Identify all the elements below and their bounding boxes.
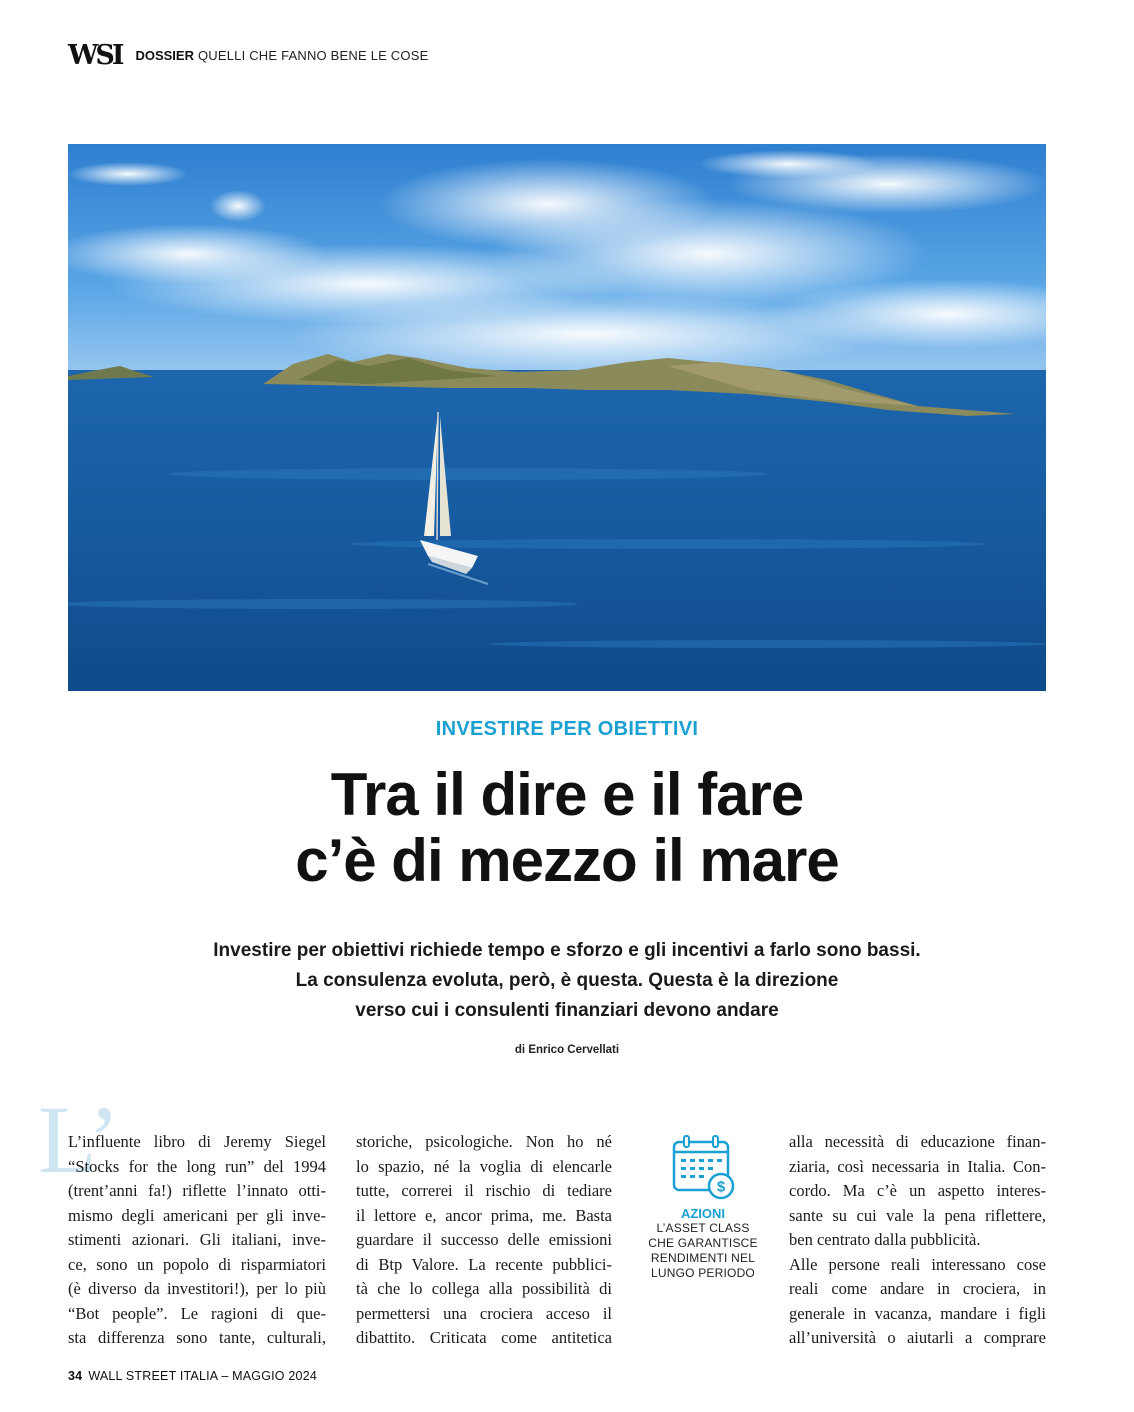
text-line: tutte, correrei il rischio di tediare xyxy=(356,1181,612,1200)
body-column-3 xyxy=(789,1130,1046,1351)
title-line: c’è di mezzo il mare xyxy=(295,827,839,894)
callout-title: AZIONI xyxy=(680,1206,726,1221)
text-line: mismo degli americani per gli inve- xyxy=(68,1205,326,1225)
text-line: stimenti azionari. Gli italiani, inve- xyxy=(68,1230,326,1249)
page-number: 34 xyxy=(68,1369,83,1383)
text-line: di Btp Valore. La recente pubblici- xyxy=(356,1254,612,1274)
text-line: sante su cui vale la pena riflettere, xyxy=(789,1205,1046,1225)
text-line: alla necessità di educazione finan- xyxy=(789,1132,1046,1151)
text-line: Alle persone reali interessano cose xyxy=(789,1254,1046,1274)
article-lede xyxy=(120,936,1014,1026)
text-line: L’influente libro di Jeremy Siegel xyxy=(68,1132,326,1151)
text-line: lo spazio, né la voglia di elencarle xyxy=(356,1156,612,1176)
text-line: “Stocks for the long run” del 1994 xyxy=(68,1156,326,1176)
text-line: ziaria, così necessaria in Italia. Con- xyxy=(789,1156,1046,1176)
wsi-logo: WSI xyxy=(68,39,122,71)
lede-line: Investire per obiettivi richiede tempo e sforzo e gli incentivi a farlo sono bassi. xyxy=(213,940,921,961)
section-subtitle: QUELLI CHE FANNO BENE LE COSE xyxy=(197,47,429,63)
text-line: (trent’anni fa!) riflette l’innato otti- xyxy=(68,1181,326,1200)
text-line: “Bot people”. Le ragioni di que- xyxy=(68,1303,326,1323)
callout-line: L’ASSET CLASS xyxy=(656,1221,750,1235)
section-label: DOSSIER xyxy=(135,47,194,63)
svg-text:$: $ xyxy=(716,1178,726,1196)
sailboat-sea-island-photo xyxy=(68,144,1046,691)
text-line: ce, sono un popolo di risparmiatori xyxy=(68,1254,326,1274)
byline: di Enrico Cervellati xyxy=(514,1044,620,1056)
body-column-1 xyxy=(68,1130,326,1351)
photo-illustration xyxy=(68,144,1046,691)
text-line: dibattito. Criticata come antitetica xyxy=(356,1328,612,1347)
publication-label: WALL STREET ITALIA – MAGGIO 2024 xyxy=(88,1369,318,1383)
text-line: all’università o aiutarli a comprare xyxy=(789,1328,1046,1347)
callout-box xyxy=(634,1134,772,1281)
page-header xyxy=(68,40,428,70)
text-line: il lettore e, ancor prima, me. Basta xyxy=(356,1205,612,1225)
text-line: guardare il successo delle emissioni xyxy=(356,1230,612,1249)
title-line: Tra il dire e il fare xyxy=(330,761,804,828)
article-kicker: INVESTIRE PER OBIETTIVI xyxy=(435,718,699,740)
callout-line: RENDIMENTI NEL xyxy=(650,1251,756,1265)
text-line: cordo. Ma c’è un aspetto interes- xyxy=(789,1181,1046,1200)
text-line: permettersi una crociera acceso il xyxy=(356,1303,612,1323)
text-line: tà che lo collega alla possibilità di xyxy=(356,1279,612,1298)
lede-line: verso cui i consulenti finanziari devono andare xyxy=(355,1000,779,1021)
callout-line: CHE GARANTISCE xyxy=(648,1236,758,1250)
lede-line: La consulenza evoluta, però, è questa. Questa è la direzione xyxy=(295,970,839,991)
article-title xyxy=(0,762,1134,894)
text-line: generale in vacanza, mandare i figli xyxy=(789,1303,1046,1323)
text-line: storiche, psicologiche. Non ho né xyxy=(356,1132,612,1151)
drop-cap: L’ xyxy=(38,1086,120,1193)
text-line: ben centrato dalla pubblicità. xyxy=(789,1230,981,1249)
body-column-2 xyxy=(356,1130,612,1351)
text-line: reali come andare in crociera, in xyxy=(789,1279,1046,1298)
text-line: sta differenza sono tante, culturali, xyxy=(68,1328,326,1347)
text-line: (è diverso da investitori!), per lo più xyxy=(68,1279,326,1298)
page-footer xyxy=(68,1369,317,1383)
calendar-dollar-icon xyxy=(671,1134,735,1200)
callout-line: LUNGO PERIODO xyxy=(651,1266,755,1280)
